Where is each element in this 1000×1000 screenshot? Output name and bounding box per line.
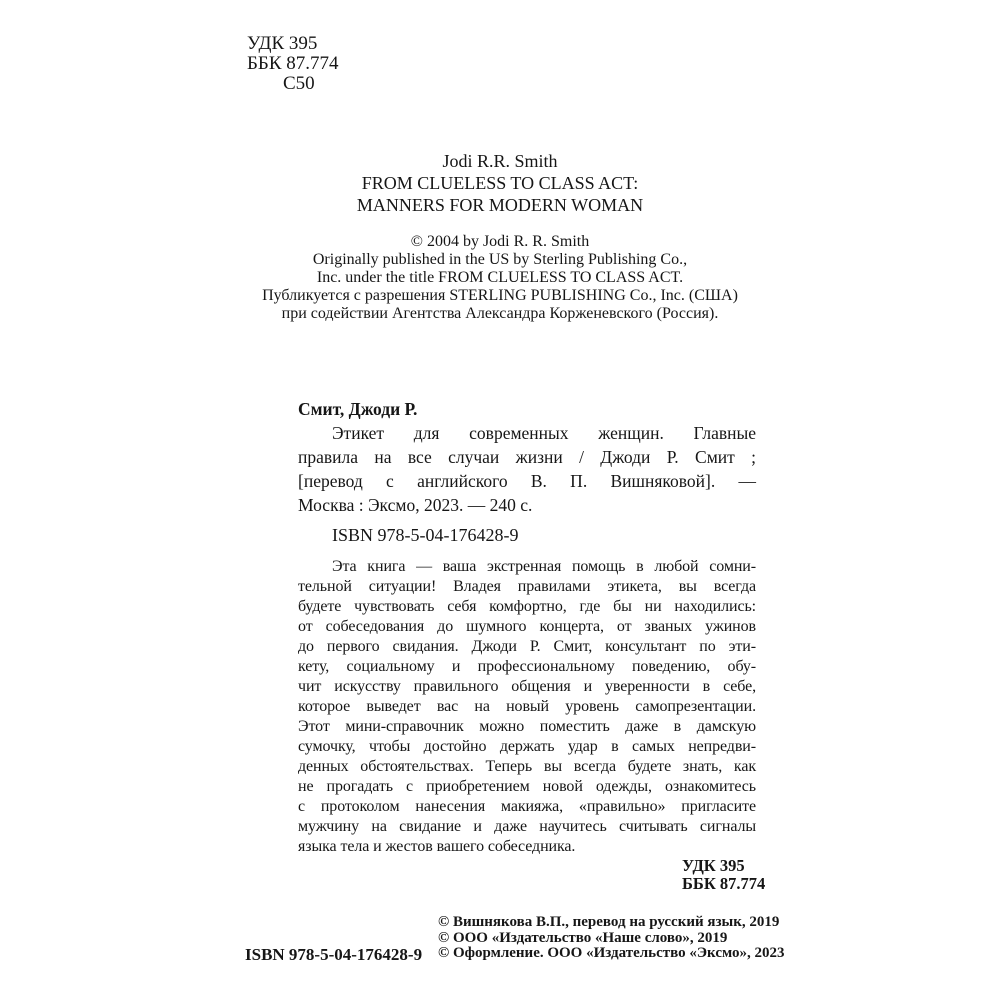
annotation-line: кету, социальному и профессиональному поведению, обу- (298, 658, 756, 675)
annotation-line: Этот мини-справочник можно поместить даже в дамскую (298, 718, 756, 735)
annotation-line: которое выведет вас на новый уровень самопрезентации. (298, 698, 756, 715)
annotation-line: будете чувствовать себя комфортно, где бы ни находились: (298, 598, 756, 615)
original-title-line-1: FROM CLUELESS TO CLASS ACT: (361, 173, 639, 193)
biblio-line: правила на все случаи жизни / Джоди Р. Смит ; (298, 447, 756, 467)
catalog-codes-block (247, 34, 339, 94)
bibliographic-entry (298, 397, 756, 517)
biblio-line: [перевод с английского В. П. Вишняковой]. — (298, 471, 756, 491)
biblio-line: Москва : Эксмо, 2023. — 240 с. (298, 495, 533, 515)
copyright-line: Originally published in the US by Sterling Publishing Co., (312, 251, 688, 268)
original-title-line-2: MANNERS FOR MODERN WOMAN (356, 195, 644, 215)
main-text-column (298, 397, 756, 857)
copyright-line: Публикуется с разрешения STERLING PUBLISHING Co., Inc. (США) (262, 287, 738, 304)
annotation-line: денных обстоятельствах. Теперь вы всегда будете знать, как (298, 758, 756, 775)
bbk-code: ББК 87.774 (247, 53, 339, 74)
annotation-line: Эта книга — ваша экстренная помощь в любой сомни- (332, 558, 756, 575)
annotation-line: от собеседования до шумного концерта, от званых ужинов (298, 618, 756, 635)
biblio-author-heading: Смит, Джоди Р. (298, 399, 418, 419)
annotation-line: сумочку, чтобы достойно держать удар в самых непредви- (298, 738, 756, 755)
footer-copyright-line: © ООО «Издательство «Наше слово», 2019 (438, 929, 728, 946)
udk-code-bottom: УДК 395 (682, 856, 745, 875)
original-author: Jodi R.R. Smith (442, 151, 558, 171)
annotation-line: до первого свидания. Джоди Р. Смит, консультант по эти- (298, 638, 756, 655)
copyright-line: © 2004 by Jodi R. R. Smith (410, 233, 590, 250)
copyright-line: при содействии Агентства Александра Корженевского (Россия). (281, 305, 719, 322)
annotation-line: тельной ситуации! Владея правилами этикета, вы всегда (298, 578, 756, 595)
annotation-line: с протоколом нанесения макияжа, «правильно» пригласите (298, 798, 756, 815)
biblio-line: Этикет для современных женщин. Главные (332, 423, 756, 443)
copyright-permissions-block (0, 233, 1000, 323)
udk-code: УДК 395 (247, 33, 318, 54)
footer-isbn: ISBN 978-5-04-176428-9 (245, 945, 423, 964)
annotation-line: чит искусству правильного общения и уверенности в себе, (298, 678, 756, 695)
annotation-line: мужчину на свидание и даже научитесь считывать сигналы (298, 818, 756, 835)
isbn-catalog: ISBN 978-5-04-176428-9 (332, 525, 519, 545)
footer-copyright-block (438, 915, 785, 962)
footer-copyright-line: © Оформление. ООО «Издательство «Эксмо», 2023 (438, 945, 785, 961)
bbk-code-bottom: ББК 87.774 (682, 873, 766, 893)
annotation-line: языка тела и жестов вашего собеседника. (298, 838, 576, 855)
author-sign-code: С50 (283, 73, 315, 94)
annotation-line: не прогадать с приобретением новой одежды, ознакомитесь (298, 778, 756, 795)
annotation-paragraph (298, 557, 756, 857)
original-title-block (0, 150, 1000, 216)
footer-copyright-line: © Вишнякова В.П., перевод на русский язык, 2019 (438, 914, 780, 930)
classification-codes-bottom (682, 857, 765, 892)
copyright-line: Inc. under the title FROM CLUELESS TO CLASS ACT. (316, 269, 684, 286)
